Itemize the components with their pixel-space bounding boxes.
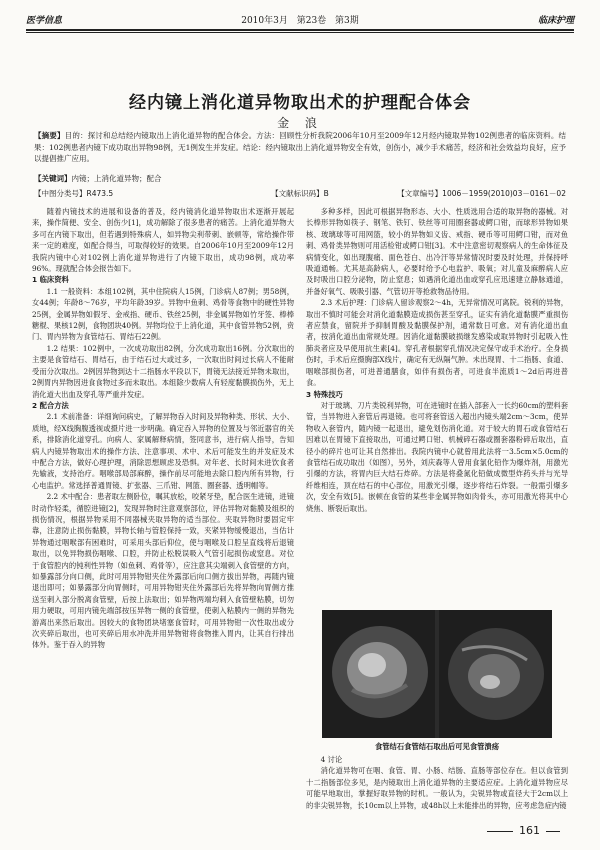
body-paragraph: 对于玻璃、刀片类锐利异物，可在进镜时在插入部套入一长约60cm的塑料套管，当异物进入套管后再退镜。也可将套管送入超出内镜头端2cm～3cm，使异物收入套管内，随内镜一起退出，避免划伤消化道。对于较大的胃石或食管结石因难以在胃镜下直接取出，可通过鳄口钳、机械碎石器或圈套器粉碎后取出，直径小的碎片也可让其自然排出。我院内镜中心就曾用此法将一3.5cm×5.0cm的食管结石成功取出（如图），另外，刘庆森等人曾用食氯化铅作为爆炸剂，用激光引爆的方法，将胃内巨大结石炸碎。方法是将叠氮化铅做成微型炸药头并与光导纤维相连，顶在结石的中心部位，用激光引爆，逐步将结石炸裂。一般需引爆多次，安全有效[5]。嵌顿在食管的某些非金属异物如肉骨头，亦可用激光将其中心烧焦、断裂后取出。 [306,400,568,513]
keywords [34,173,566,184]
document-code: 【文献标识码】B [271,189,329,198]
keywords-text: 内镜；上消化道异物；配合 [71,174,162,183]
section-heading: 3 特殊技巧 [306,389,343,399]
header-rule [26,29,574,31]
body-paragraph: 4 讨论 [320,755,343,764]
running-header [26,10,574,28]
keywords-label: 【关键词】 [34,174,72,183]
abstract [34,130,566,165]
abstract-text: 目的：探讨和总结经内镜取出上消化道异物的配合体会。方法：回顾性分析我院2006年10月至2009年12月经内镜取异物102例患者的临床资料。结果：102例患者内镜下成功取出异物98例，无1例发生并发症。结论：经内镜取出上消化道异物安全有效，创伤小，减少手术痛苦，经济和社会效益均良好，应予以提倡推广应用。 [34,131,566,163]
section-heading: 2 配合方法 [32,400,69,410]
body-paragraph: 2.3 术后护理：门诊病人留诊观察2～4h，无异常情况可离院。锐利的异物，取出不慎时可能会对消化道黏膜造成损伤甚至穿孔，证实有消化道黏膜严重损伤者应禁食，留院并予抑制胃酸及黏膜保护剂，通常数日可愈。对有消化道出血者，按消化道出血常规处理。因消化道黏膜破损继发感染或取异物时引起吸入性肺炎者应及早使用抗生素[4]。穿孔者根据穿孔情况决定保守或手术治疗。全身损伤时，手术后应摄胸部X线片，确定有无纵隔气肿。未出现胃、十二指肠、食道、咽喉部损伤者，可进普通膳食，如伴有损伤者，可进食半流质1～2d后再进普食。 [306,298,568,388]
figure-caption: 食管结石食管结石取出后可见食管溃疡 [374,742,500,751]
issue-info: 2010年3月 第23卷 第3期 [241,15,359,26]
article-meta [34,188,566,199]
left-column [32,206,294,651]
header-rule-thin [26,32,574,33]
right-column [306,206,568,514]
body-paragraph: 随着内镜技术的进展和设备的普及，经内镜消化道异物取出术逐渐开展起来，操作简便、安全、创伤少[1]，成功解除了很多患者的痛苦。上消化道异物大多可在内镜下取出，但若遇到特殊病人，如异物尖利带刺、嵌顿等，常给操作带来一定的难度，如配合得当，可取得较好的效果。自2006年10月至2009年12月我院内镜中心对102例上消化道异物进行了内镜下取出，成功98例，成功率96%。现就配合体会报告如下。 [32,207,294,274]
body-paragraph: 1.1 一般资料：本组102例，其中住院病人15例，门诊病人87例；男58例，女44例；年龄8～76岁，平均年龄39岁。异物中鱼刺、鸡骨等食物中的硬性异物25例，金属异物如假牙、金戒指、硬币、铁丝25例，非金属异物如竹牙签、棒棒糖棍、果核12例，食物团块40例。异物均位于上消化道，其中食管异物52例，贲门、胃内异物为食管结石、胃结石22例。 [32,286,294,342]
section-heading: 1 临床资料 [32,275,69,285]
body-paragraph: 多种多样，因此可根据异物形态、大小、性质选用合适的取异物的器械。对长棒形异物如筷子、钢笔、铁钉、铁丝等可用圈套器或鳄口钳，而球形异物如果核、玻璃球等可用网篮，较小的异物如义齿、戒指、硬币等可用鳄口钳，而对鱼刺、鸡骨类异物则可用活检钳或鳄口钳[3]。术中注意密切观察病人的生命体征及病情变化，如出现腹痛、面色苍白、出冷汗等异常情况时要及时处理，并保持呼吸道通畅。尤其是高龄病人，必要时给予心电监护、吸氧；对儿童及麻醉病人应及时吸出口腔分泌物，防止窒息；如遇消化道出血或穿孔应迅速建立静脉通道，并备好氧气、吸吸引器、气管切开等抢救物品待用。 [306,207,568,296]
page-number: 161 [487,824,560,837]
clc-number: 【中图分类号】R473.5 [34,189,114,198]
endoscopy-figure [322,610,552,738]
body-paragraph: 1.2 结果：102例中，一次成功取出82例，分次成功取出16例。分次取出的主要是食管结石、胃结石，由于结石过大或过多，一次取出时间过长病人不能耐受而分次取出。2例因异物到达十二指肠水平段以下，胃镜无法接近异物未取出，2例胃内异物因进食食物过多而未取出。本组除少数病人有轻度黏膜损伤外，无上消化道大出血及穿孔等严重并发症。 [32,343,294,399]
body-paragraph: 2.2 术中配合：患者取左侧卧位，嘱其放松，咬紧牙垫，配合医生进镜，进镜时动作轻柔，循腔进镜[2]，发现异物时注意观察部位，评估异物对黏膜及组织的损伤情况，根据异物采用不同器械夹取异物的适当部位。夹取异物时要固定牢靠，注意防止损伤黏膜，异物长轴与管腔保持一致，夹紧异物缓慢退出，当估计异物通过咽喉部有困难时，可采用头部后仰位，使与咽喉及口腔呈直线将后退镜取出，以免异物损伤咽喉、口腔，并防止松脱误吸入气管引起损伤或窒息。对位于食管腔内的钝利性异物（如鱼刺、鸡骨等），应注意其尖端刺入食管壁的方向，如暴露部分向口侧，此时可用异物钳夹住外露部后向口侧方拔出异物，再随内镜退出即可；如暴露部分向胃侧时，可用异物钳夹住外露部后先将异物向胃侧方推送至刺入部分脱离食管壁，后按上法取出；如异物两端均刺入食管壁粘膜，切勿用力硬取，可用内镜先端部按压异物一侧的食管壁，使刺入粘膜内一侧的异物先游离出来然后取出。因较大的食物团块堵塞食管时，可用异物钳一次性取出或分次夹碎后取出，也可夹碎后用水冲洗并用异物钳将食物推入胃内，让其自行排出体外。鉴于吞入的异物 [32,492,295,650]
body-paragraph: 2.1 术前准备：详细询问病史，了解异物吞入时间及异物种类、形状、大小、质地，经X线胸腹透视或摄片进一步明确。确定吞入异物的位置及与邻近器官的关系，排除消化道穿孔。向病人、家属解释病情，签同意书，进行病人指导，告知病人内镜异物取出术的操作方法、注意事项、术中、术后可能发生的并发症及术中配合方法，做好心理护理，消除思想顾虑及恐惧。对年老、长时间未进饮食者先输液，支持治疗。咽喉部局部麻醉，操作前尽可能地去除口腔内所有异物，行心电监护。常选择普通胃镜、扩张器、三爪钳、网篮、圈套器、透明帽等。 [32,412,295,490]
endoscopy-photo-right [439,610,552,738]
abstract-label: 【摘要】 [34,131,65,140]
article-number: 【文章编号】1006－1959(2010)03－0161－02 [397,189,566,198]
article-title: 经内镜上消化道异物取出术的护理配合体会 [129,93,471,113]
author: 金 浪 [277,116,323,130]
section-name: 临床护理 [537,15,574,26]
journal-name: 医学信息 [26,15,63,26]
body-paragraph: 消化道异物可在咽、食管、胃、小肠、结肠、直肠等部位存在。但以食管到十二指肠部位多见，是内镜取出上消化道异物的主要适应症。上消化道异物应尽可能早地取出，掌握好取异物的时机。一般认为，尖锐异物或直径大于2cm以上的非尖锐异物，长10cm以上异物，或48h以上未能排出的异物，应考虑急症内镜 [306,766,568,810]
discussion-section [306,754,568,811]
endoscopy-photo-left [322,610,435,738]
